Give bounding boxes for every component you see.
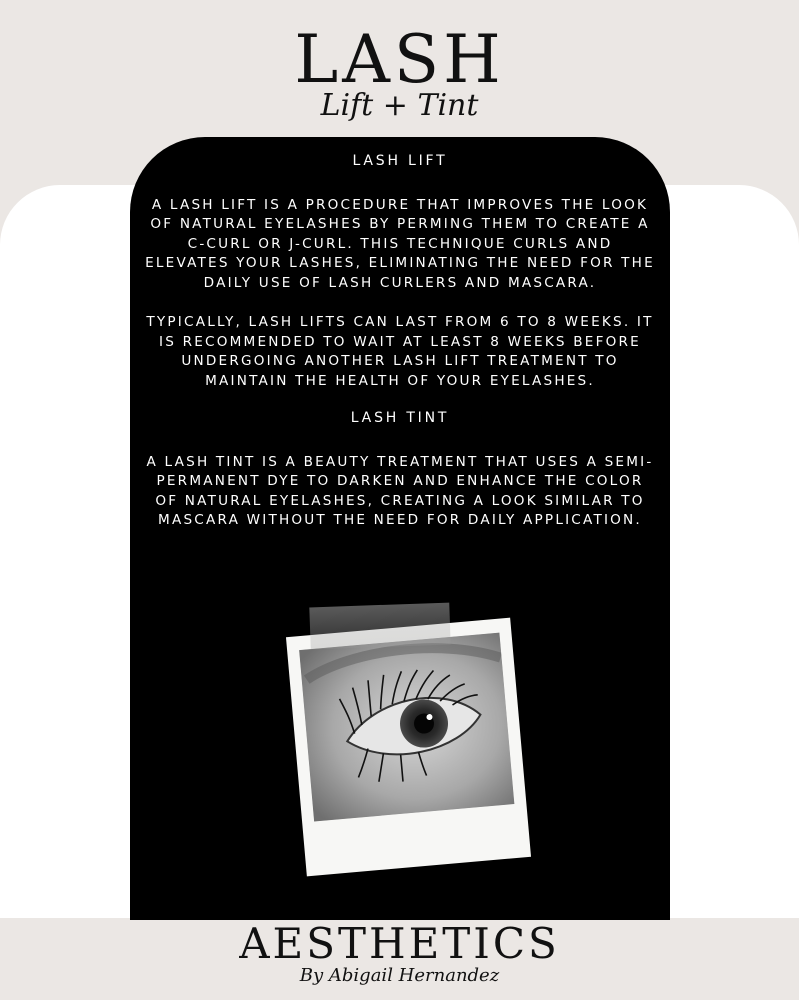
footer-subtitle: By Abigail Hernandez	[299, 965, 500, 986]
tape-strip	[309, 603, 450, 650]
lash-tint-heading: LASH TINT	[350, 410, 450, 426]
header-subtitle: Lift + Tint	[320, 88, 479, 123]
lash-tint-description: A LASH TINT IS A BEAUTY TREATMENT THAT USES A SEMI-PERMANENT DYE TO DARKEN AND ENHANCE THE COLOR OF NATURAL EYELASHES, CREATING A LOOK SIMILAR TO MASCARA WITHOUT THE NEED FOR DAILY APPLICATION.	[146, 453, 654, 528]
polaroid-frame	[286, 618, 531, 877]
lash-lift-duration: TYPICALLY, LASH LIFTS CAN LAST FROM 6 TO 8 WEEKS. IT IS RECOMMENDED TO WAIT AT LEAST 8 WEEKS BEFORE UNDERGOING ANOTHER LASH LIFT TREATMENT TO MAINTAIN THE HEALTH OF YOUR EYELASHES.	[146, 314, 654, 389]
header-logo	[0, 21, 799, 135]
lash-lift-description: A LASH LIFT IS A PROCEDURE THAT IMPROVES THE LOOK OF NATURAL EYELASHES BY PERMING THEM TO CREATE A C-CURL OR J-CURL. THIS TECHNIQUE CURLS AND ELEVATES YOUR LASHES, ELIMINATING THE NEED FOR THE DAILY USE OF LASH CURLERS AND MASCARA.	[145, 196, 655, 291]
footer-title: AESTHETICS	[239, 919, 560, 968]
header-title: LASH	[294, 21, 505, 98]
eye-illustration	[299, 633, 514, 822]
eye-photo	[299, 633, 514, 822]
card-content	[145, 152, 655, 531]
polaroid-photo	[280, 605, 540, 895]
lash-lift-heading: LASH LIFT	[352, 153, 448, 169]
footer-logo	[0, 918, 799, 1000]
